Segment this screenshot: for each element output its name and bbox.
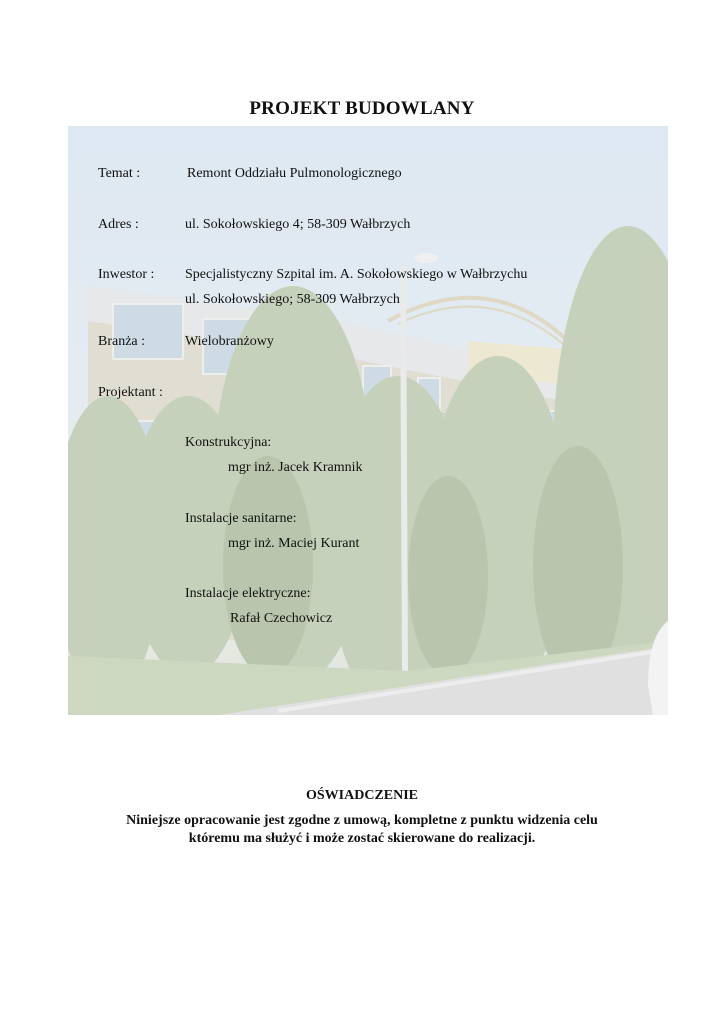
inwestor-value-line2: ul. Sokołowskiego; 58-309 Wałbrzych	[185, 292, 400, 307]
declaration-body	[0, 812, 724, 848]
branza-value: Wielobranżowy	[185, 334, 274, 349]
designer-name: mgr inż. Maciej Kurant	[228, 536, 360, 551]
declaration-title: OŚWIADCZENIE	[305, 788, 419, 803]
hospital-building-photo	[68, 126, 668, 715]
declaration-line: Niniejsze opracowanie jest zgodne z umową, kompletne z punktu widzenia celu	[126, 813, 598, 828]
designer-name: mgr inż. Jacek Kramnik	[228, 460, 363, 475]
designer-name: Rafał Czechowicz	[230, 611, 333, 626]
adres-value: ul. Sokołowskiego 4; 58-309 Wałbrzych	[185, 217, 411, 232]
designer-discipline: Instalacje elektryczne:	[185, 586, 311, 601]
temat-label: Temat :	[98, 166, 141, 181]
inwestor-label: Inwestor :	[98, 267, 155, 282]
inwestor-value-line1: Specjalistyczny Szpital im. A. Sokołowskiego w Wałbrzychu	[185, 267, 528, 282]
branza-label: Branża :	[98, 334, 146, 349]
adres-label: Adres :	[98, 217, 139, 232]
document-title: PROJEKT BUDOWLANY	[249, 98, 475, 119]
projektant-label: Projektant :	[98, 385, 163, 400]
temat-value: Remont Oddziału Pulmonologicznego	[187, 166, 402, 181]
designer-discipline: Konstrukcyjna:	[185, 435, 272, 450]
photo-wash-overlay	[68, 126, 668, 715]
designer-discipline: Instalacje sanitarne:	[185, 511, 297, 526]
declaration-line: któremu ma służyć i może zostać skierowane do realizacji.	[188, 831, 536, 846]
